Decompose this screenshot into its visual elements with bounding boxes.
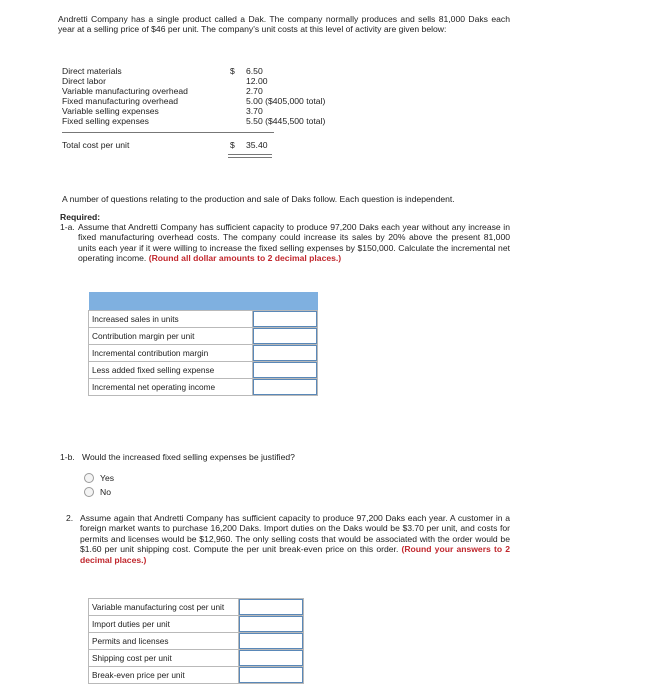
radio-label: No [100, 487, 111, 497]
row-label: Incremental net operating income [89, 379, 253, 396]
table-row [89, 379, 318, 396]
cost-value: 2.70 [246, 86, 263, 96]
answer-cell [239, 633, 304, 650]
q1b-text: Would the increased fixed selling expenses be justified? [82, 452, 295, 462]
cost-label: Fixed selling expenses [62, 116, 149, 126]
total-label: Total cost per unit [62, 140, 130, 150]
radio-no[interactable] [84, 487, 111, 497]
increased-sales-units-input[interactable] [253, 311, 317, 327]
cost-value: 12.00 [246, 76, 268, 86]
contribution-margin-input[interactable] [253, 328, 317, 344]
answer-cell [239, 650, 304, 667]
cost-dollar: $ [230, 66, 235, 76]
required-heading: Required: [60, 212, 101, 222]
incremental-noi-input[interactable] [253, 379, 317, 395]
q1a-instruction: (Round all dollar amounts to 2 decimal places.) [148, 253, 342, 264]
row-label: Variable manufacturing cost per unit [89, 599, 239, 616]
row-label: Break-even price per unit [89, 667, 239, 684]
incremental-contribution-input[interactable] [253, 345, 317, 361]
answer-cell [253, 311, 318, 328]
cost-value: 5.00 ($405,000 total) [246, 96, 326, 106]
variable-mfg-cost-input[interactable] [239, 599, 303, 615]
cost-label: Variable selling expenses [62, 106, 159, 116]
table-row [89, 362, 318, 379]
shipping-cost-input[interactable] [239, 650, 303, 666]
answer-cell [239, 667, 304, 684]
table-row [89, 633, 304, 650]
row-label: Shipping cost per unit [89, 650, 239, 667]
q1b-number: 1-b. [60, 452, 75, 462]
answer-cell [239, 616, 304, 633]
table-row [89, 311, 318, 328]
total-value: 35.40 [246, 140, 268, 150]
cost-value: 3.70 [246, 106, 263, 116]
break-even-price-input[interactable] [239, 667, 303, 683]
row-label: Contribution margin per unit [89, 328, 253, 345]
row-label: Import duties per unit [89, 616, 239, 633]
q1a-text [78, 222, 510, 264]
cost-value: 6.50 [246, 66, 263, 76]
radio-yes[interactable] [84, 473, 114, 483]
cost-value: 5.50 ($445,500 total) [246, 116, 326, 126]
fixed-selling-expense-input[interactable] [253, 362, 317, 378]
table-row [89, 616, 304, 633]
permits-licenses-input[interactable] [239, 633, 303, 649]
table-row [89, 599, 304, 616]
total-double-rule [228, 154, 272, 158]
table-header [89, 292, 318, 311]
answer-cell [239, 599, 304, 616]
cost-label: Fixed manufacturing overhead [62, 96, 179, 106]
q1a-number: 1-a. [60, 222, 75, 232]
questions-intro: A number of questions relating to the production and sale of Daks follow. Each question is independent. [62, 194, 455, 204]
import-duties-input[interactable] [239, 616, 303, 632]
row-label: Permits and licenses [89, 633, 239, 650]
total-dollar: $ [230, 140, 235, 150]
q2-instruction: (Round your answers to 2 decimal places.) [80, 544, 511, 565]
cost-label: Direct materials [62, 66, 122, 76]
row-label: Less added fixed selling expense [89, 362, 253, 379]
row-label: Incremental contribution margin [89, 345, 253, 362]
cost-label: Direct labor [62, 76, 106, 86]
table-row [89, 345, 318, 362]
q2-text [80, 513, 510, 565]
radio-label: Yes [100, 473, 115, 483]
table-row [89, 667, 304, 684]
q2-answer-table [88, 598, 304, 684]
answer-cell [253, 362, 318, 379]
q2-question: Assume again that Andretti Company has sufficient capacity to produce 97,200 Daks each year. A customer in a foreign market wants to purchase 16,200 Daks. Import duties on the Daks would be $3.70 per unit, and costs for permits and licenses would be $12,960. The only selling costs that would be associated with the order would be $1.60 per unit shipping cost. Compute the per unit break-even price on this order. [80, 513, 510, 555]
radio-circle-icon[interactable] [84, 473, 94, 483]
answer-cell [253, 345, 318, 362]
radio-circle-icon[interactable] [84, 487, 94, 497]
table-row [89, 328, 318, 345]
answer-cell [253, 328, 318, 345]
q2-number: 2. [66, 513, 74, 523]
cost-label: Variable manufacturing overhead [62, 86, 188, 96]
row-label: Increased sales in units [89, 311, 253, 328]
intro-paragraph: Andretti Company has a single product called a Dak. The company normally produces and sells 81,000 Daks each year at a selling price of $46 per unit. The company's unit costs at this level of activity are given below: [58, 14, 510, 35]
q1a-question: Assume that Andretti Company has sufficient capacity to produce 97,200 Daks each year without any increase in fixed manufacturing overhead costs. The company could increase its sales by 20% above the present 81,000 units each year if it were willing to increase the fixed selling expenses by $150,000. Calculate the incremental net operating income. [78, 222, 510, 264]
q1a-answer-table [88, 292, 318, 396]
table-row [89, 650, 304, 667]
answer-cell [253, 379, 318, 396]
subtotal-rule [62, 132, 274, 133]
